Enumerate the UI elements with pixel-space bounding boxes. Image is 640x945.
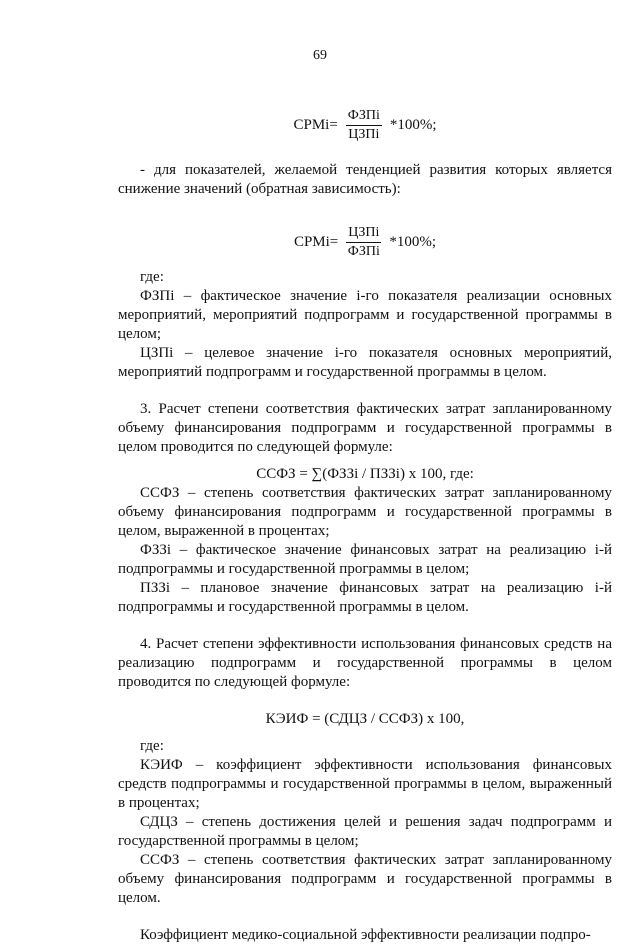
definition-tszp: ЦЗПi – целевое значение i-го показателя основных мероприятий, мероприятий подпрограмм и государственной программы в целом. (118, 345, 612, 380)
formula-direct-lhs: СРМi= (293, 117, 338, 133)
formula-direct-numerator: ФЗПi (346, 108, 382, 126)
document-body (118, 108, 612, 945)
section-3-paragraph: 3. Расчет степени соответствия фактических затрат запланированному объему финансирования подпрограмм и государственной программы в целом проводится по следующей формуле: (118, 401, 612, 455)
formula-inverse-denominator: ФЗПi (347, 244, 380, 259)
definition-ssfz-2: ССФЗ – степень соответствия фактических затрат запланированному объему финансирования подпрограмм и государственной программы в целом. (118, 852, 612, 906)
formula-inverse (118, 225, 612, 260)
section-4-paragraph: 4. Расчет степени эффективности использования финансовых средств на реализацию подпрограмм и государственной программы в целом проводится по следующей формуле: (118, 636, 612, 690)
formula-direct-rhs: *100%; (389, 117, 437, 133)
definition-sdtsz: СДЦЗ – степень достижения целей и решения задач подпрограмм и государственной программы в целом; (118, 814, 612, 849)
formula-direct-fraction (346, 108, 382, 143)
formula-inverse-lhs: СРМi= (293, 234, 339, 250)
formula-inverse-fraction (346, 225, 381, 260)
formula-direct (118, 108, 612, 143)
definition-pzz: ПЗЗi – плановое значение финансовых затрат на реализацию i-й подпрограммы и государственной программы в целом. (118, 580, 612, 615)
formula-ssfz: ССФЗ = ∑(ФЗЗi / ПЗЗi) х 100, где: (256, 466, 474, 482)
definition-keif: КЭИФ – коэффициент эффективности использования финансовых средств подпрограммы и государственной программы в целом, выраженный в процентах; (118, 757, 612, 811)
where-label-1: где: (140, 269, 164, 285)
definition-fzp: ФЗПi – фактическое значение i-го показателя реализации основных мероприятий, мероприятий подпрограмм и государственной программы в целом; (118, 288, 612, 342)
formula-direct-denominator: ЦЗПi (348, 127, 380, 142)
formula-inverse-numerator: ЦЗПi (346, 225, 381, 243)
formula-inverse-rhs: *100%; (389, 234, 437, 250)
formula-keif: КЭИФ = (СДЦЗ / ССФЗ) х 100, (265, 711, 465, 727)
paragraph-inverse-dependency: - для показателей, желаемой тенденцией развития которых является снижение значений (обратная зависимость): (118, 162, 612, 197)
definition-ssfz: ССФЗ – степень соответствия фактических затрат запланированному объему финансирования подпрограмм и государственной программы в целом, выраженной в процентах; (118, 485, 612, 539)
final-paragraph: Коэффициент медико-социальной эффективности реализации подпро- (140, 927, 591, 943)
definition-fzz: ФЗЗi – фактическое значение финансовых затрат на реализацию i-й подпрограммы и государственной программы в целом; (118, 542, 612, 577)
where-label-2: где: (140, 738, 164, 754)
page-number: 69 (313, 48, 327, 63)
